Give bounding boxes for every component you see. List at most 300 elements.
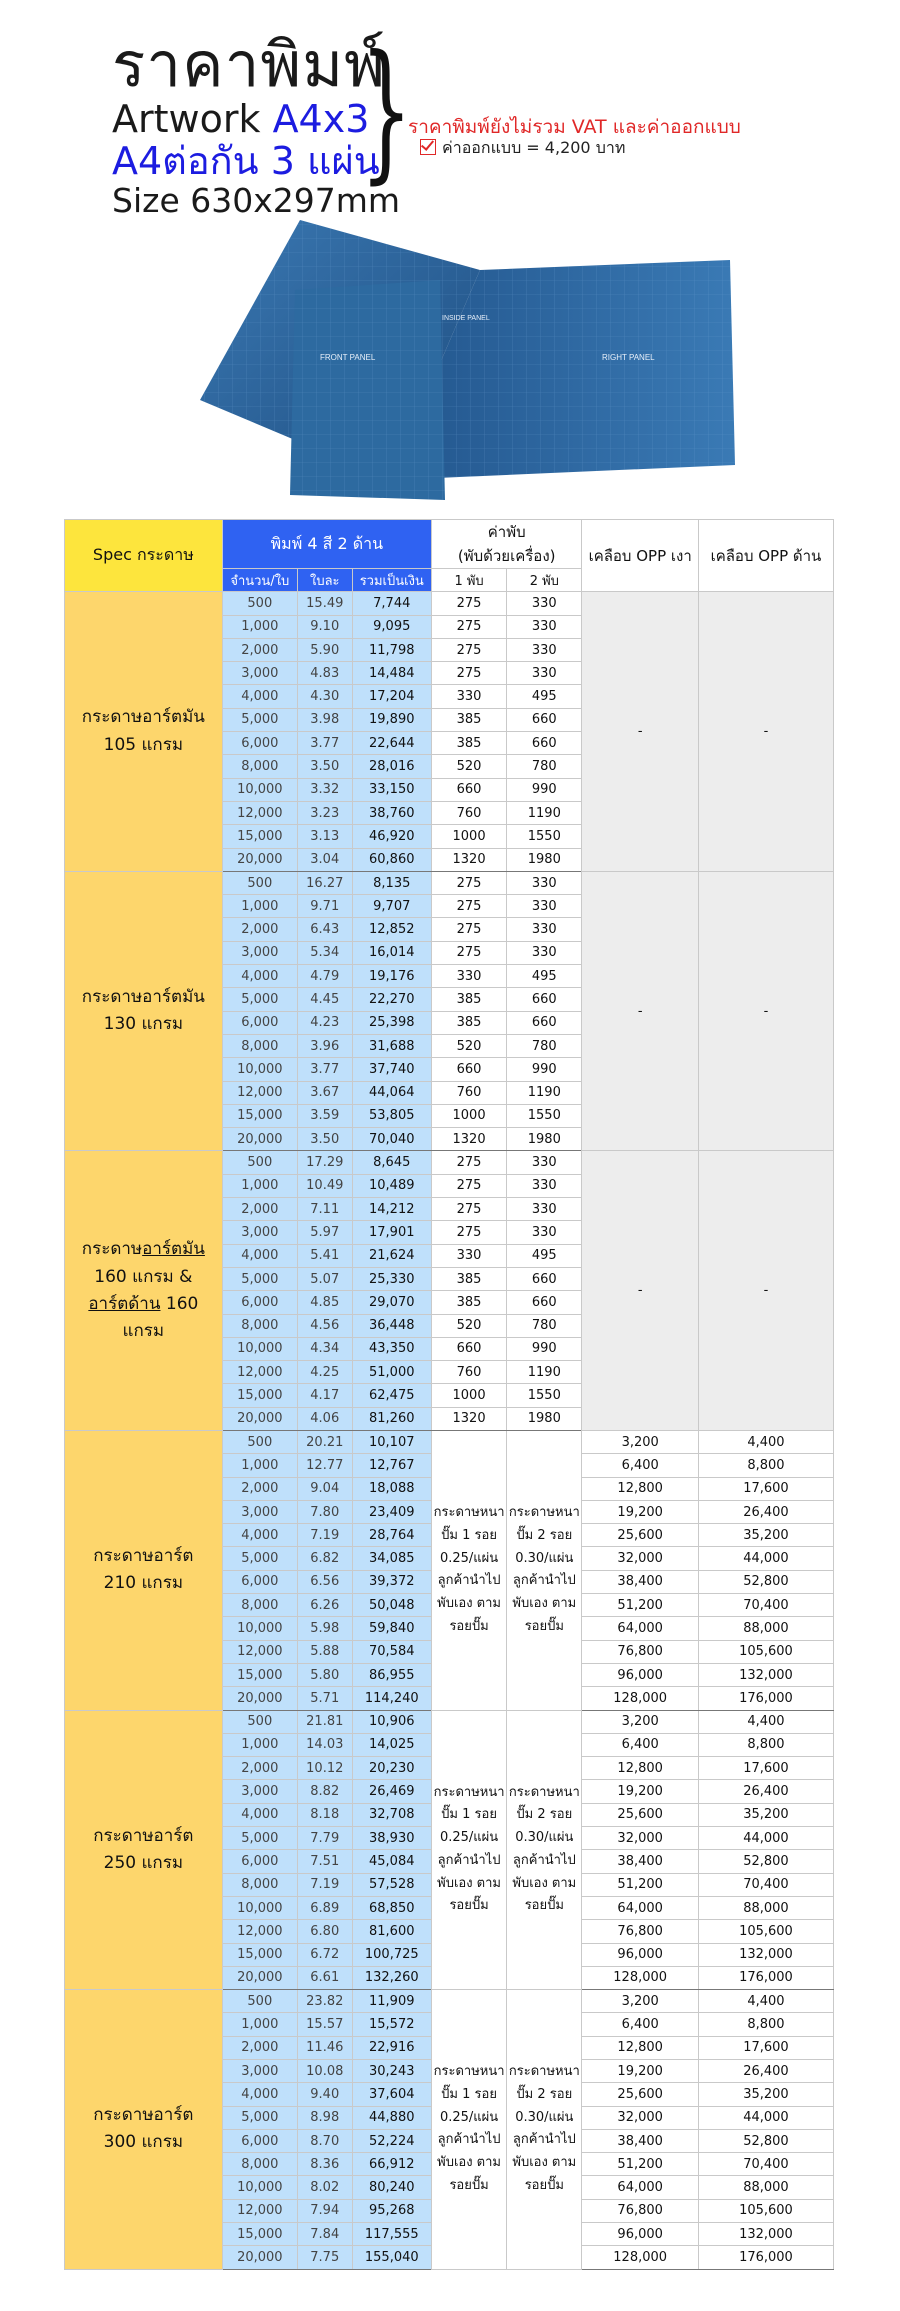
opp-gloss-price-cell: 3,200: [582, 1430, 698, 1453]
fold2-price-cell: 660: [507, 1011, 582, 1034]
opp-gloss-price-cell: 128,000: [582, 1687, 698, 1710]
opp-gloss-price-cell: 25,600: [582, 2083, 698, 2106]
qty-cell: 15,000: [222, 1663, 297, 1686]
opp-gloss-price-cell: 6,400: [582, 1454, 698, 1477]
total-cell: 100,725: [352, 1943, 431, 1966]
qty-cell: 2,000: [222, 1477, 297, 1500]
qty-cell: 20,000: [222, 1128, 297, 1151]
brochure-mockup-image: [190, 210, 740, 500]
qty-cell: 10,000: [222, 1058, 297, 1081]
fold2-note-cell: กระดาษหนา ปั๊ม 2 รอย 0.30/แผ่น ลูกค้านำไปพับเอง ตามรอยปั๊ม: [507, 1990, 582, 2270]
qty-cell: 8,000: [222, 2153, 297, 2176]
opp-gloss-price-cell: 6,400: [582, 2013, 698, 2036]
total-cell: 23,409: [352, 1500, 431, 1523]
opp-matte-price-cell: 132,000: [698, 1943, 833, 1966]
total-cell: 60,860: [352, 848, 431, 871]
total-cell: 15,572: [352, 2013, 431, 2036]
total-cell: 81,600: [352, 1920, 431, 1943]
qty-cell: 6,000: [222, 2129, 297, 2152]
fold2-price-cell: 1190: [507, 1361, 582, 1384]
paper-spec-label: กระดาษอาร์ตมัน 130 แกรม: [81, 986, 205, 1035]
fold1-price-cell: 275: [431, 871, 506, 894]
opp-gloss-price-cell: 128,000: [582, 1966, 698, 1989]
unit-price-cell: 4.30: [297, 685, 352, 708]
total-cell: 38,760: [352, 801, 431, 824]
unit-price-cell: 7.19: [297, 1524, 352, 1547]
design-fee-note: [420, 136, 625, 161]
fold1-price-cell: 275: [431, 1198, 506, 1221]
qty-cell: 20,000: [222, 1687, 297, 1710]
fold1-price-cell: 520: [431, 755, 506, 778]
total-cell: 12,852: [352, 918, 431, 941]
total-cell: 11,909: [352, 1990, 431, 2013]
qty-cell: 15,000: [222, 825, 297, 848]
opp-matte-price-cell: 132,000: [698, 2223, 833, 2246]
qty-cell: 4,000: [222, 965, 297, 988]
fold1-price-cell: 660: [431, 778, 506, 801]
qty-cell: 12,000: [222, 1640, 297, 1663]
fold2-price-cell: 495: [507, 1244, 582, 1267]
total-cell: 44,064: [352, 1081, 431, 1104]
total-cell: 80,240: [352, 2176, 431, 2199]
qty-cell: 500: [222, 1430, 297, 1453]
unit-price-cell: 3.32: [297, 778, 352, 801]
curly-brace: }: [360, 24, 413, 198]
total-cell: 37,740: [352, 1058, 431, 1081]
price-table-body: [65, 592, 834, 2269]
opp-matte-price-cell: 35,200: [698, 1803, 833, 1826]
fold2-price-cell: 990: [507, 1058, 582, 1081]
unit-price-cell: 4.45: [297, 988, 352, 1011]
fold1-price-cell: 660: [431, 1337, 506, 1360]
opp-gloss-price-cell: 32,000: [582, 2106, 698, 2129]
opp-gloss-price-cell: 32,000: [582, 1827, 698, 1850]
opp-matte-price-cell: 88,000: [698, 1896, 833, 1919]
paper-spec-part: 160 แกรม &: [94, 1266, 193, 1287]
qty-cell: 20,000: [222, 2246, 297, 2269]
unit-price-cell: 4.23: [297, 1011, 352, 1034]
total-cell: 22,644: [352, 732, 431, 755]
total-cell: 70,040: [352, 1128, 431, 1151]
total-cell: 12,767: [352, 1454, 431, 1477]
paper-spec-cell: [65, 1430, 223, 1710]
qty-cell: 8,000: [222, 1873, 297, 1896]
fold-header-sublabel: (พับด้วยเครื่อง): [457, 547, 556, 565]
paper-spec-cell: [65, 871, 223, 1151]
unit-price-cell: 7.11: [297, 1198, 352, 1221]
opp-gloss-price-cell: 96,000: [582, 2223, 698, 2246]
total-cell: 21,624: [352, 1244, 431, 1267]
total-cell: 14,025: [352, 1733, 431, 1756]
total-cell: 33,150: [352, 778, 431, 801]
fold1-price-cell: 275: [431, 1174, 506, 1197]
col-total-header: รวมเป็นเงิน: [352, 569, 431, 592]
fold1-price-cell: 760: [431, 1081, 506, 1104]
opp-gloss-dash: -: [582, 871, 698, 1151]
unit-price-cell: 3.98: [297, 708, 352, 731]
fold2-price-cell: 330: [507, 1221, 582, 1244]
total-cell: 16,014: [352, 941, 431, 964]
unit-price-cell: 4.56: [297, 1314, 352, 1337]
total-cell: 45,084: [352, 1850, 431, 1873]
table-row: [65, 1710, 834, 1733]
opp-matte-price-cell: 8,800: [698, 1733, 833, 1756]
unit-price-cell: 4.34: [297, 1337, 352, 1360]
fold1-price-cell: 275: [431, 662, 506, 685]
unit-price-cell: 5.34: [297, 941, 352, 964]
fold1-note-cell: กระดาษหนา ปั๊ม 1 รอย 0.25/แผ่น ลูกค้านำไปพับเอง ตามรอยปั๊ม: [431, 1990, 506, 2270]
unit-price-cell: 7.84: [297, 2223, 352, 2246]
table-row: [65, 1151, 834, 1174]
qty-cell: 12,000: [222, 1361, 297, 1384]
fold1-note-cell: กระดาษหนา ปั๊ม 1 รอย 0.25/แผ่น ลูกค้านำไปพับเอง ตามรอยปั๊ม: [431, 1710, 506, 1990]
opp-gloss-price-cell: 25,600: [582, 1803, 698, 1826]
qty-cell: 10,000: [222, 2176, 297, 2199]
opp-gloss-price-cell: 3,200: [582, 1990, 698, 2013]
paper-spec-label: กระดาษอาร์ต 250 แกรม: [93, 1825, 194, 1873]
opp-gloss-price-cell: 51,200: [582, 1873, 698, 1896]
opp-matte-price-cell: 70,400: [698, 2153, 833, 2176]
title-artwork: Artwork: [112, 97, 273, 141]
fold2-price-cell: 330: [507, 1198, 582, 1221]
unit-price-cell: 5.07: [297, 1267, 352, 1290]
unit-price-cell: 4.06: [297, 1407, 352, 1430]
total-cell: 30,243: [352, 2060, 431, 2083]
fold2-price-cell: 1550: [507, 1104, 582, 1127]
fold2-price-cell: 1980: [507, 848, 582, 871]
fold2-price-cell: 1550: [507, 825, 582, 848]
qty-cell: 5,000: [222, 1827, 297, 1850]
total-cell: 18,088: [352, 1477, 431, 1500]
col-spec-header: Spec กระดาษ: [65, 520, 223, 592]
total-cell: 132,260: [352, 1966, 431, 1989]
opp-gloss-price-cell: 51,200: [582, 1594, 698, 1617]
fold1-price-cell: 1000: [431, 1104, 506, 1127]
opp-matte-price-cell: 176,000: [698, 2246, 833, 2269]
opp-matte-price-cell: 26,400: [698, 1500, 833, 1523]
total-cell: 19,890: [352, 708, 431, 731]
total-cell: 44,880: [352, 2106, 431, 2129]
unit-price-cell: 7.75: [297, 2246, 352, 2269]
total-cell: 46,920: [352, 825, 431, 848]
fold1-price-cell: 385: [431, 1267, 506, 1290]
opp-gloss-price-cell: 19,200: [582, 1780, 698, 1803]
fold2-price-cell: 660: [507, 988, 582, 1011]
opp-matte-price-cell: 26,400: [698, 2060, 833, 2083]
qty-cell: 5,000: [222, 988, 297, 1011]
fold2-price-cell: 330: [507, 918, 582, 941]
unit-price-cell: 3.13: [297, 825, 352, 848]
opp-matte-price-cell: 52,800: [698, 2129, 833, 2152]
opp-gloss-dash: -: [582, 592, 698, 872]
col-fold-header: [431, 520, 582, 569]
qty-cell: 1,000: [222, 1174, 297, 1197]
opp-matte-price-cell: 4,400: [698, 1430, 833, 1453]
unit-price-cell: 3.96: [297, 1034, 352, 1057]
total-cell: 155,040: [352, 2246, 431, 2269]
table-row: [65, 1990, 834, 2013]
qty-cell: 4,000: [222, 1244, 297, 1267]
unit-price-cell: 9.10: [297, 615, 352, 638]
qty-cell: 10,000: [222, 1337, 297, 1360]
opp-matte-price-cell: 8,800: [698, 2013, 833, 2036]
opp-matte-price-cell: 105,600: [698, 1640, 833, 1663]
opp-matte-price-cell: 52,800: [698, 1850, 833, 1873]
fold1-price-cell: 520: [431, 1034, 506, 1057]
fold1-price-cell: 275: [431, 895, 506, 918]
total-cell: 10,107: [352, 1430, 431, 1453]
unit-price-cell: 4.17: [297, 1384, 352, 1407]
fold1-price-cell: 520: [431, 1314, 506, 1337]
fold2-price-cell: 1980: [507, 1407, 582, 1430]
total-cell: 11,798: [352, 638, 431, 661]
opp-matte-price-cell: 105,600: [698, 2199, 833, 2222]
table-row: [65, 1430, 834, 1453]
qty-cell: 6,000: [222, 1291, 297, 1314]
qty-cell: 6,000: [222, 1570, 297, 1593]
qty-cell: 1,000: [222, 1733, 297, 1756]
opp-gloss-price-cell: 76,800: [582, 1640, 698, 1663]
total-cell: 8,135: [352, 871, 431, 894]
fold2-price-cell: 990: [507, 1337, 582, 1360]
fold2-price-cell: 495: [507, 965, 582, 988]
total-cell: 59,840: [352, 1617, 431, 1640]
qty-cell: 8,000: [222, 1594, 297, 1617]
fold2-price-cell: 780: [507, 1314, 582, 1337]
unit-price-cell: 7.51: [297, 1850, 352, 1873]
total-cell: 37,604: [352, 2083, 431, 2106]
unit-price-cell: 4.85: [297, 1291, 352, 1314]
fold1-price-cell: 385: [431, 1011, 506, 1034]
opp-gloss-price-cell: 64,000: [582, 2176, 698, 2199]
fold2-price-cell: 330: [507, 662, 582, 685]
design-fee-text: ค่าออกแบบ = 4,200 บาท: [442, 138, 626, 157]
unit-price-cell: 8.98: [297, 2106, 352, 2129]
qty-cell: 10,000: [222, 1617, 297, 1640]
total-cell: 28,764: [352, 1524, 431, 1547]
unit-price-cell: 14.03: [297, 1733, 352, 1756]
fold2-price-cell: 780: [507, 1034, 582, 1057]
unit-price-cell: 15.49: [297, 592, 352, 615]
fold2-price-cell: 330: [507, 1174, 582, 1197]
opp-gloss-price-cell: 3,200: [582, 1710, 698, 1733]
opp-matte-price-cell: 44,000: [698, 1827, 833, 1850]
right-panel-label: RIGHT PANEL: [602, 353, 655, 362]
opp-gloss-price-cell: 19,200: [582, 2060, 698, 2083]
title-artwork-size: A4x3: [272, 97, 370, 141]
unit-price-cell: 10.08: [297, 2060, 352, 2083]
total-cell: 9,095: [352, 615, 431, 638]
qty-cell: 15,000: [222, 2223, 297, 2246]
qty-cell: 500: [222, 871, 297, 894]
total-cell: 117,555: [352, 2223, 431, 2246]
qty-cell: 12,000: [222, 1081, 297, 1104]
opp-matte-price-cell: 44,000: [698, 2106, 833, 2129]
total-cell: 7,744: [352, 592, 431, 615]
paper-spec-label: กระดาษอาร์ต 300 แกรม: [93, 2105, 194, 2153]
total-cell: 29,070: [352, 1291, 431, 1314]
qty-cell: 500: [222, 1710, 297, 1733]
title-line-4: Size 630x297mm: [112, 181, 401, 220]
total-cell: 10,906: [352, 1710, 431, 1733]
total-cell: 62,475: [352, 1384, 431, 1407]
opp-gloss-price-cell: 12,800: [582, 2036, 698, 2059]
total-cell: 114,240: [352, 1687, 431, 1710]
opp-gloss-price-cell: 76,800: [582, 2199, 698, 2222]
qty-cell: 3,000: [222, 1780, 297, 1803]
opp-gloss-price-cell: 76,800: [582, 1920, 698, 1943]
total-cell: 66,912: [352, 2153, 431, 2176]
paper-spec-cell: [65, 592, 223, 872]
total-cell: 17,901: [352, 1221, 431, 1244]
unit-price-cell: 9.04: [297, 1477, 352, 1500]
opp-matte-price-cell: 35,200: [698, 2083, 833, 2106]
vat-note: ราคาพิมพ์ยังไม่รวม VAT และค่าออกแบบ: [408, 116, 741, 138]
fold2-price-cell: 660: [507, 1291, 582, 1314]
fold1-price-cell: 330: [431, 685, 506, 708]
total-cell: 20,230: [352, 1757, 431, 1780]
qty-cell: 10,000: [222, 778, 297, 801]
fold2-note-cell: กระดาษหนา ปั๊ม 2 รอย 0.30/แผ่น ลูกค้านำไปพับเอง ตามรอยปั๊ม: [507, 1430, 582, 1710]
fold1-price-cell: 385: [431, 1291, 506, 1314]
total-cell: 50,048: [352, 1594, 431, 1617]
unit-price-cell: 5.98: [297, 1617, 352, 1640]
total-cell: 70,584: [352, 1640, 431, 1663]
unit-price-cell: 20.21: [297, 1430, 352, 1453]
qty-cell: 5,000: [222, 1547, 297, 1570]
opp-gloss-price-cell: 64,000: [582, 1896, 698, 1919]
unit-price-cell: 8.82: [297, 1780, 352, 1803]
total-cell: 57,528: [352, 1873, 431, 1896]
unit-price-cell: 7.94: [297, 2199, 352, 2222]
opp-gloss-price-cell: 96,000: [582, 1943, 698, 1966]
fold1-price-cell: 760: [431, 1361, 506, 1384]
qty-cell: 20,000: [222, 1407, 297, 1430]
table-row: [65, 871, 834, 894]
fold1-price-cell: 1320: [431, 1128, 506, 1151]
qty-cell: 3,000: [222, 1500, 297, 1523]
table-row: [65, 592, 834, 615]
paper-spec-cell: [65, 1710, 223, 1990]
fold1-price-cell: 1320: [431, 1407, 506, 1430]
fold2-note-cell: กระดาษหนา ปั๊ม 2 รอย 0.30/แผ่น ลูกค้านำไปพับเอง ตามรอยปั๊ม: [507, 1710, 582, 1990]
fold2-price-cell: 780: [507, 755, 582, 778]
unit-price-cell: 5.90: [297, 638, 352, 661]
col-fold2-header: 2 พับ: [507, 569, 582, 592]
unit-price-cell: 17.29: [297, 1151, 352, 1174]
unit-price-cell: 6.82: [297, 1547, 352, 1570]
total-cell: 52,224: [352, 2129, 431, 2152]
qty-cell: 20,000: [222, 848, 297, 871]
opp-gloss-price-cell: 32,000: [582, 1547, 698, 1570]
opp-gloss-price-cell: 96,000: [582, 1663, 698, 1686]
unit-price-cell: 12.77: [297, 1454, 352, 1477]
unit-price-cell: 8.18: [297, 1803, 352, 1826]
unit-price-cell: 3.59: [297, 1104, 352, 1127]
qty-cell: 10,000: [222, 1896, 297, 1919]
fold2-price-cell: 1190: [507, 801, 582, 824]
opp-gloss-price-cell: 38,400: [582, 1570, 698, 1593]
unit-price-cell: 5.71: [297, 1687, 352, 1710]
unit-price-cell: 16.27: [297, 871, 352, 894]
fold1-price-cell: 275: [431, 638, 506, 661]
qty-cell: 500: [222, 1990, 297, 2013]
qty-cell: 3,000: [222, 1221, 297, 1244]
opp-gloss-dash: -: [582, 1151, 698, 1431]
total-cell: 31,688: [352, 1034, 431, 1057]
qty-cell: 4,000: [222, 2083, 297, 2106]
qty-cell: 6,000: [222, 732, 297, 755]
unit-price-cell: 6.89: [297, 1896, 352, 1919]
total-cell: 22,916: [352, 2036, 431, 2059]
unit-price-cell: 3.04: [297, 848, 352, 871]
total-cell: 32,708: [352, 1803, 431, 1826]
qty-cell: 3,000: [222, 662, 297, 685]
qty-cell: 6,000: [222, 1011, 297, 1034]
fold1-price-cell: 385: [431, 732, 506, 755]
fold2-price-cell: 1550: [507, 1384, 582, 1407]
unit-price-cell: 3.67: [297, 1081, 352, 1104]
unit-price-cell: 6.61: [297, 1966, 352, 1989]
unit-price-cell: 4.83: [297, 662, 352, 685]
unit-price-cell: 3.23: [297, 801, 352, 824]
total-cell: 34,085: [352, 1547, 431, 1570]
fold2-price-cell: 1190: [507, 1081, 582, 1104]
paper-spec-part: อาร์ตด้าน: [88, 1293, 161, 1314]
fold2-price-cell: 1980: [507, 1128, 582, 1151]
fold2-price-cell: 330: [507, 941, 582, 964]
total-cell: 81,260: [352, 1407, 431, 1430]
opp-gloss-price-cell: 51,200: [582, 2153, 698, 2176]
checkbox-icon: [420, 139, 436, 155]
opp-gloss-price-cell: 12,800: [582, 1757, 698, 1780]
qty-cell: 2,000: [222, 1198, 297, 1221]
total-cell: 39,372: [352, 1570, 431, 1593]
qty-cell: 15,000: [222, 1384, 297, 1407]
total-cell: 22,270: [352, 988, 431, 1011]
total-cell: 36,448: [352, 1314, 431, 1337]
total-cell: 9,707: [352, 895, 431, 918]
qty-cell: 6,000: [222, 1850, 297, 1873]
paper-spec-label: กระดาษอาร์ต 210 แกรม: [93, 1546, 194, 1594]
opp-matte-price-cell: 8,800: [698, 1454, 833, 1477]
qty-cell: 8,000: [222, 755, 297, 778]
total-cell: 14,484: [352, 662, 431, 685]
unit-price-cell: 6.56: [297, 1570, 352, 1593]
fold2-price-cell: 660: [507, 1267, 582, 1290]
qty-cell: 5,000: [222, 708, 297, 731]
qty-cell: 2,000: [222, 1757, 297, 1780]
col-unit-header: ใบละ: [297, 569, 352, 592]
fold1-price-cell: 660: [431, 1058, 506, 1081]
unit-price-cell: 11.46: [297, 2036, 352, 2059]
fold2-price-cell: 330: [507, 615, 582, 638]
qty-cell: 500: [222, 592, 297, 615]
opp-matte-price-cell: 105,600: [698, 1920, 833, 1943]
paper-spec-cell: [65, 1990, 223, 2270]
unit-price-cell: 8.02: [297, 2176, 352, 2199]
qty-cell: 1,000: [222, 2013, 297, 2036]
opp-matte-dash: -: [698, 592, 833, 872]
opp-matte-price-cell: 17,600: [698, 2036, 833, 2059]
fold-header-label: ค่าพับ: [487, 523, 526, 541]
fold1-price-cell: 1000: [431, 1384, 506, 1407]
fold1-price-cell: 275: [431, 918, 506, 941]
total-cell: 8,645: [352, 1151, 431, 1174]
unit-price-cell: 15.57: [297, 2013, 352, 2036]
total-cell: 38,930: [352, 1827, 431, 1850]
unit-price-cell: 10.49: [297, 1174, 352, 1197]
